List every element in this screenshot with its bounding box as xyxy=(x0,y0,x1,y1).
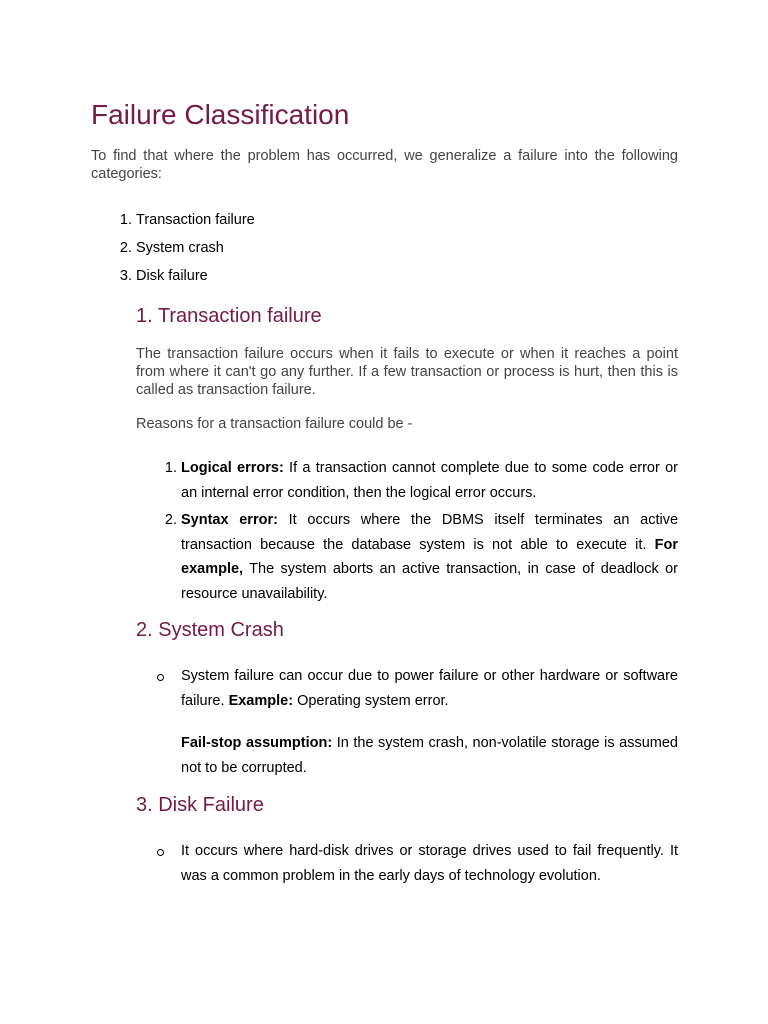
system-crash-list xyxy=(136,664,678,713)
section-disk-failure xyxy=(136,792,678,888)
list-item xyxy=(181,839,678,888)
transaction-failure-paragraph: The transaction failure occurs when it fails to execute or when it reaches a point from where it can't go any further. If a few transaction or process is hurt, then this is called as transaction failure. xyxy=(136,346,678,398)
section-heading-transaction-failure: 1. Transaction failure xyxy=(136,305,322,327)
reason-item-syntax-error xyxy=(181,508,678,606)
reasons-intro: Reasons for a transaction failure could be - xyxy=(136,416,413,432)
example-term: Example: xyxy=(228,692,294,709)
example-text: Operating system error. xyxy=(293,692,449,709)
reason-item-logical-errors xyxy=(181,456,678,505)
note-text: In the system crash, non-volatile storage is assumed not to be corrupted. xyxy=(181,735,678,776)
reason-text: If a transaction cannot complete due to some code error or an internal error condition, then the logical error occurs. xyxy=(181,460,678,501)
category-item: 2. System crash xyxy=(136,234,678,262)
section-heading-system-crash: 2. System Crash xyxy=(136,619,284,641)
system-crash-text: System failure can occur due to power failure or other hardware or software failure. xyxy=(181,668,678,709)
fail-stop-note xyxy=(181,731,678,780)
disk-failure-text: It occurs where hard-disk drives or storage drives used to fail frequently. It was a common problem in the early days of technology evolution. xyxy=(181,843,678,884)
page-title: Failure Classification xyxy=(91,99,350,130)
reason-text: It occurs where the DBMS itself terminates an active transaction because the database system is not able to execute it. xyxy=(181,512,679,553)
reason-term: Logical errors: xyxy=(181,460,284,476)
circle-bullet-icon xyxy=(157,849,164,856)
note-term: Fail-stop assumption: xyxy=(181,735,333,751)
example-term: For example, xyxy=(181,536,678,577)
category-item: 1. Transaction failure xyxy=(136,206,678,234)
list-item xyxy=(181,664,678,713)
section-transaction-failure xyxy=(136,303,678,606)
disk-failure-list xyxy=(136,839,678,888)
example-text: The system aborts an active transaction, in case of deadlock or resource unavailability. xyxy=(181,561,678,602)
section-heading-disk-failure: 3. Disk Failure xyxy=(136,794,264,816)
circle-bullet-icon xyxy=(157,674,164,681)
category-list xyxy=(91,206,678,290)
section-system-crash xyxy=(136,617,678,780)
intro-paragraph: To find that where the problem has occurred, we generalize a failure into the following categories: xyxy=(91,148,678,182)
reason-term: Syntax error: xyxy=(181,512,278,528)
category-item: 3. Disk failure xyxy=(136,262,678,290)
reasons-list xyxy=(136,456,678,606)
